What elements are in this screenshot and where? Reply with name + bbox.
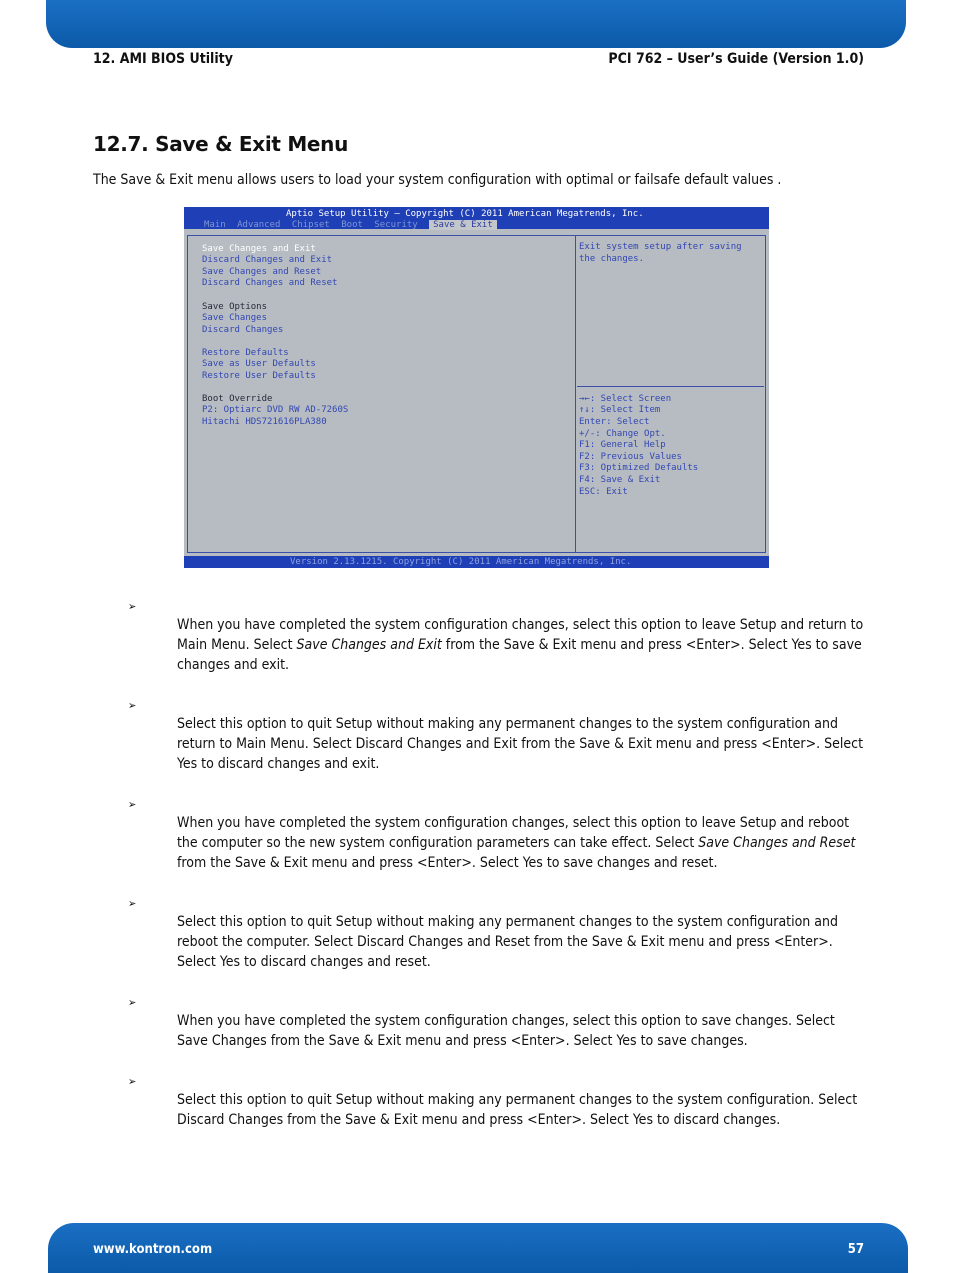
bullet-icon: ➢ [128,600,137,613]
bios-key-hint: ESC: Exit [579,487,628,497]
bullet-icon: ➢ [128,699,137,712]
bios-key-hint: →←: Select Screen [579,394,672,404]
bios-help-divider [577,386,764,387]
bios-item-save-changes-and-exit[interactable]: Save Changes and Exit [202,244,316,254]
bios-key-hint: F4: Save & Exit [579,475,661,485]
bios-tab-bar [204,220,503,230]
bios-key-hint: ↑↓: Select Item [579,405,661,415]
bios-footer-text: Version 2.13.1215. Copyright (C) 2011 American Megatrends, Inc. [290,557,632,567]
description-paragraph: Select this option to quit Setup without making any permanent changes to the system configuration and return to Main Menu. Select Discard Changes and Exit from the Save & Exit menu and press <Enter>. Select Yes to discard changes and exit. [177,716,864,772]
bios-help-line: the changes. [579,254,645,264]
bios-screenshot [184,207,769,568]
description-paragraph: Select this option to quit Setup without making any permanent changes to the system configuration. Select Discard Changes from the Save & Exit menu and press <Enter>. Select Yes to discard changes. [177,1092,858,1128]
bios-tab-save-exit[interactable]: Save & Exit [429,220,497,230]
top-banner [46,0,906,48]
bios-tab-security[interactable]: Security [374,220,418,230]
bios-group-boot-override: Boot Override [202,394,273,404]
section-title: 12.7. Save & Exit Menu [93,132,349,156]
bullet-icon: ➢ [128,996,137,1009]
page-number: 57 [847,1242,864,1257]
bios-item-save-changes[interactable]: Save Changes [202,313,268,323]
description-paragraph: When you have completed the system configuration changes, select this option to save changes. Select Save Changes from the Save & Exit menu and press <Enter>. Select Yes to save changes. [177,1013,835,1049]
bios-tab-chipset[interactable]: Chipset [291,220,330,230]
bios-title: Aptio Setup Utility – Copyright (C) 2011 American Megatrends, Inc. [286,209,644,219]
bullet-icon: ➢ [128,1075,137,1088]
bios-key-hint: F1: General Help [579,440,666,450]
bios-item-restore-defaults[interactable]: Restore Defaults [202,348,289,358]
bios-tab-advanced[interactable]: Advanced [237,220,281,230]
chapter-header: 12. AMI BIOS Utility [93,51,233,67]
bios-item-save-changes-and-reset[interactable]: Save Changes and Reset [202,267,322,277]
description-paragraph: Select this option to quit Setup without making any permanent changes to the system configuration and reboot the computer. Select Discard Changes and Reset from the Save & Exit menu and press <Enter>. Select Yes to discard changes and reset. [177,914,838,970]
bios-item-discard-changes-and-exit[interactable]: Discard Changes and Exit [202,255,333,265]
bios-item-restore-user-defaults[interactable]: Restore User Defaults [202,371,316,381]
bios-item-boot-hdd[interactable]: Hitachi HDS721616PLA380 [202,417,327,427]
bullet-icon: ➢ [128,798,137,811]
bios-tab-main[interactable]: Main [204,220,226,230]
section-intro: The Save & Exit menu allows users to load your system configuration with optimal or failsafe default values . [93,172,782,188]
footer-website-link[interactable]: www.kontron.com [93,1242,213,1257]
document-header: PCI 762 – User’s Guide (Version 1.0) [608,51,864,67]
bios-key-hint: Enter: Select [579,417,650,427]
bios-tab-boot[interactable]: Boot [341,220,363,230]
bios-item-discard-changes-and-reset[interactable]: Discard Changes and Reset [202,278,338,288]
description-paragraph: When you have completed the system configuration changes, select this option to leave Setup and return to Main Menu. Select Save Changes and Exit from the Save & Exit menu and press <Enter>. Select Yes to save changes and exit. [177,617,864,673]
bios-item-boot-dvd[interactable]: P2: Optiarc DVD RW AD-7260S [202,405,349,415]
bios-key-hint: F2: Previous Values [579,452,682,462]
bios-key-hint: F3: Optimized Defaults [579,463,699,473]
bios-group-save-options: Save Options [202,302,268,312]
bios-key-hint: +/-: Change Opt. [579,429,666,439]
description-paragraph: When you have completed the system configuration changes, select this option to leave Setup and reboot the computer so the new system configuration parameters can take effect. Select Save Changes and Reset from the Save & Exit menu and press <Enter>. Select Yes to save changes and reset. [177,815,856,871]
bios-item-save-user-defaults[interactable]: Save as User Defaults [202,359,316,369]
bios-help-line: Exit system setup after saving [579,242,742,252]
bullet-icon: ➢ [128,897,137,910]
bios-item-discard-changes[interactable]: Discard Changes [202,325,284,335]
